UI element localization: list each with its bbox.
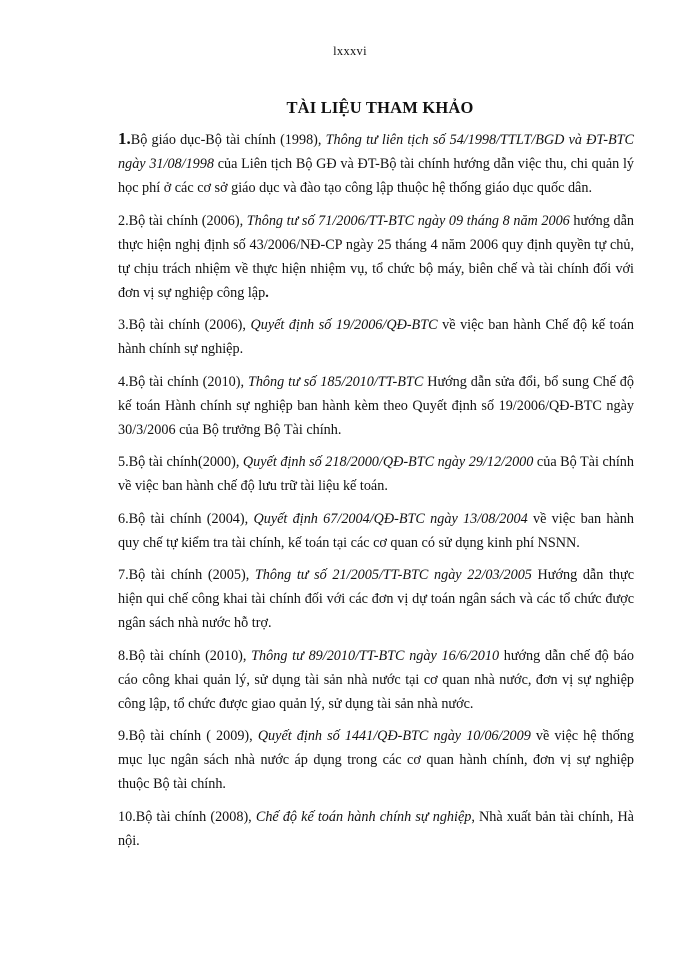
reference-item-8 (118, 644, 634, 716)
reference-description: về việc hệ thống mục lục ngân sách nhà nước áp dụng trong các cơ quan hành chính, đơn vị sự nghiệp thuộc Bộ tài chính. (118, 728, 634, 792)
reference-description: hướng dẫn thực hiện nghị định số 43/2006/NĐ-CP ngày 25 tháng 4 năm 2006 quy định quyền tự chủ, tự chịu trách nhiệm về thực hiện nhiệm vụ, tổ chức bộ máy, biên chế và tài chính đối với đơn vị sự nghiệp công lập (118, 212, 634, 301)
reference-author: Bộ tài chính (2006), (128, 317, 251, 333)
reference-number: 2. (118, 212, 129, 229)
reference-item-10 (118, 805, 634, 853)
reference-author: Bộ tài chính(2000), (128, 454, 243, 470)
reference-number: 4. (118, 373, 129, 390)
reference-document: Thông tư 89/2010/TT-BTC ngày 16/6/2010 (251, 647, 500, 664)
reference-item-1 (118, 127, 634, 200)
reference-description: về việc ban hành Chế độ kế toán hành chính sự nghiệp. (118, 317, 634, 357)
reference-description: hướng dẫn chế độ báo cáo công khai quản lý, sử dụng tài sản nhà nước tại cơ quan nhà nước, đơn vị sự nghiệp công lập, tổ chức được giao quản lý, sử dụng tài sản nhà nước. (118, 647, 634, 712)
reference-number: 3. (118, 317, 129, 333)
reference-author: Bộ tài chính (2008), (135, 808, 256, 825)
reference-item-4 (118, 370, 634, 442)
page-title: TÀI LIỆU THAM KHẢO (286, 98, 474, 117)
reference-author: Bộ tài chính (2010), (128, 373, 248, 390)
reference-document: Thông tư số 185/2010/TT-BTC (247, 373, 424, 390)
reference-number: 6. (118, 510, 129, 527)
reference-item-7 (118, 563, 634, 635)
reference-number: 10. (118, 808, 136, 825)
reference-description: của Bộ Tài chính về việc ban hành chế độ lưu trữ tài liệu kế toán. (118, 454, 634, 494)
reference-document: Quyết định 67/2004/QĐ-BTC ngày 13/08/2004 (253, 510, 528, 527)
reference-author: Bộ tài chính (2010), (128, 647, 252, 664)
reference-item-5 (118, 450, 634, 498)
reference-document: Quyết định số 218/2000/QĐ-BTC ngày 29/12/2000 (242, 454, 534, 470)
reference-item-2 (118, 209, 634, 305)
page-number: lxxxvi (333, 44, 367, 58)
reference-list (118, 127, 634, 861)
reference-document: Thông tư số 71/2006/TT-BTC ngày 09 tháng 8 năm 2006 (246, 212, 570, 229)
reference-number: 7. (118, 567, 129, 583)
reference-description: Hướng dẫn sửa đổi, bổ sung Chế độ kế toán Hành chính sự nghiệp ban hành kèm theo Quyết định số 19/2006/QĐ-BTC ngày 30/3/2006 của Bộ trưởng Bộ Tài chính. (118, 373, 634, 438)
reference-item-9 (118, 724, 634, 796)
reference-document: Thông tư số 21/2005/TT-BTC ngày 22/03/2005 (254, 567, 532, 583)
reference-author: Bộ tài chính (2005), (128, 567, 255, 583)
reference-number: 9. (118, 728, 129, 744)
reference-document: Thông tư liên tịch số 54/1998/TTLT/BGD và ĐT-BTC ngày 31/08/1998 (118, 132, 634, 172)
reference-description: của Liên tịch Bộ GĐ và ĐT-Bộ tài chính hướng dẫn việc thu, chi quản lý học phí ở các cơ sở giáo dục và đào tạo công lập thuộc hệ thống giáo dục quốc dân. (118, 156, 634, 196)
reference-description: về việc ban hành quy chế tự kiểm tra tài chính, kế toán tại các cơ quan có sử dụng kinh phí NSNN. (118, 510, 634, 551)
reference-description: , Nhà xuất bản tài chính, Hà nội. (118, 808, 634, 849)
reference-author: Bộ tài chính ( 2009), (128, 728, 258, 744)
reference-author: Bộ tài chính (2004), (128, 510, 254, 527)
reference-document: Quyết định số 19/2006/QĐ-BTC (250, 317, 438, 333)
reference-document: Quyết định số 1441/QĐ-BTC ngày 10/06/2009 (257, 728, 531, 744)
reference-author: Bộ giáo dục-Bộ tài chính (1998), (130, 132, 326, 148)
reference-description: Hướng dẫn thực hiện qui chế công khai tài chính đối với các đơn vị dự toán ngân sách và các tổ chức được ngân sách nhà nước hỗ trợ. (118, 567, 634, 631)
reference-author: Bộ tài chính (2006), (128, 212, 247, 229)
reference-number: 8. (118, 647, 129, 664)
reference-item-6 (118, 507, 634, 555)
reference-number: 1. (118, 129, 131, 148)
reference-number: 5. (118, 454, 129, 470)
reference-end-mark: . (265, 284, 269, 301)
reference-document: Chế độ kế toán hành chính sự nghiệp (255, 808, 472, 825)
reference-item-3 (118, 313, 634, 361)
